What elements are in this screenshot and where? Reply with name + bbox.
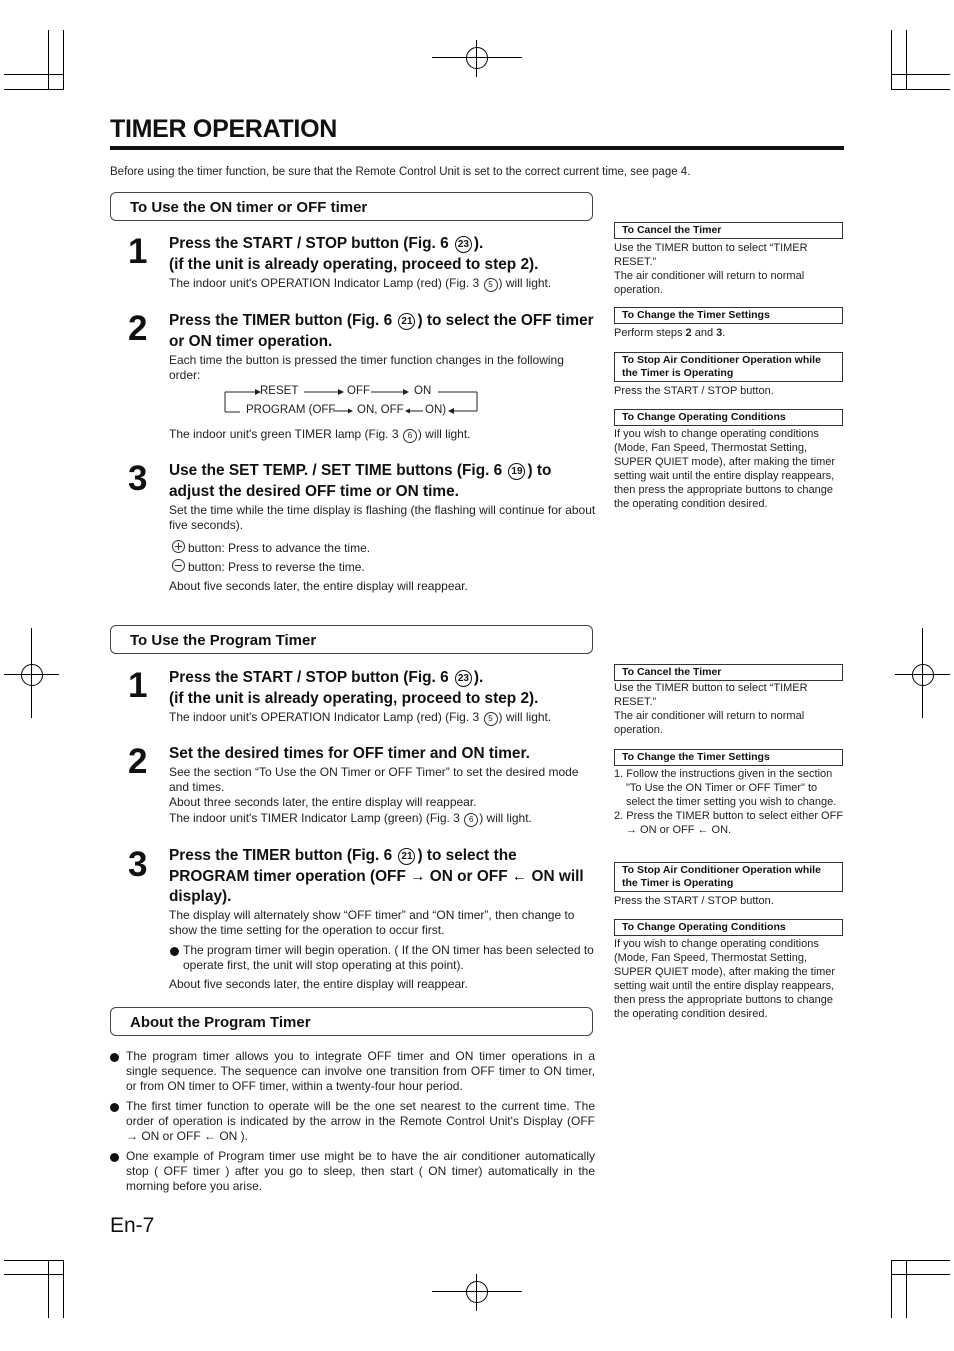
section-heading-about-program-timer: About the Program Timer [110,1007,593,1036]
section-heading-on-off-timer: To Use the ON timer or OFF timer [110,192,593,221]
bullet-icon [110,1153,119,1162]
sidebar-text: Press the START / STOP button. [614,895,774,907]
step-number: 3 [128,845,148,884]
arrow-right-icon: → [410,867,426,885]
sidebar-list [614,767,844,837]
step-body: The display will alternately show “OFF timer” and “ON timer”, then change to show the time setting for the operation to occur first. [169,908,575,938]
figure-ref-badge: 23 [455,236,472,253]
arrow-right-icon: → [626,824,637,836]
figure-ref-badge: 5 [484,278,498,292]
figure-ref-badge: 19 [508,463,525,480]
sidebar-heading-conditions: To Change Operating Conditions [614,919,843,936]
sidebar-heading-cancel: To Cancel the Timer [614,222,843,239]
page-title: TIMER OPERATION [110,114,844,150]
sidebar-text: Press the START / STOP button. [614,385,774,397]
sidebar-text: Use the TIMER button to select “TIMER RESET.” The air conditioner will return to normal operation. [614,682,808,736]
bullet-icon [110,1103,119,1112]
step-body: Set the time while the time display is flashing (the flashing will continue for about five seconds). [169,503,596,533]
bullet-icon [170,947,179,956]
flow-off-label: OFF [347,385,370,397]
sidebar-text: If you wish to change operating conditions (Mode, Fan Speed, Thermostat Setting, SUPER QUIET mode), after making the timer setting wait until the entire display reappears, then press the appropriate buttons to change the operating condition desired. [614,938,836,1020]
step-heading: Press the TIMER button (Fig. 6 21 ) to select the PROGRAM timer operation (OFF → ON or OFF ← ON will display). [169,847,584,905]
step-heading: Set the desired times for OFF timer and ON timer. [169,745,530,762]
figure-ref-badge: 23 [455,670,472,687]
step-number: 1 [128,666,148,705]
step-body: The indoor unit's OPERATION Indicator Lamp (red) (Fig. 3 5 ) will light. [169,710,552,724]
arrow-right-icon: → [126,1129,138,1144]
figure-ref-badge: 6 [464,813,478,827]
sidebar-heading-cancel: To Cancel the Timer [614,664,843,681]
sidebar-text: If you wish to change operating conditions (Mode, Fan Speed, Thermostat Setting, SUPER QUIET mode), after making the timer setting wait until the entire display reappears, then press the appropriate buttons to change the operating condition desired. [614,428,836,510]
about-list-item: The first timer function to operate will be the one set nearest to the current time. The order of operation is indicated by the arrow in the Remote Control Unit's Display (OFF → ON or OFF ← ON ). [126,1099,595,1144]
arrow-left-icon: ← [697,824,709,836]
intro-text: Before using the timer function, be sure that the Remote Control Unit is set to the correct current time, see page 4. [110,166,691,178]
plus-circle-icon [172,540,185,553]
sidebar-heading-change-settings: To Change the Timer Settings [614,307,843,324]
flow-program-label-b: ON, OFF [357,404,404,416]
step-heading: Use the SET TEMP. / SET TIME buttons (Fig. 6 19 ) to adjust the desired OFF time or ON time. [169,462,552,500]
step-heading: Press the TIMER button (Fig. 6 21 ) to select the OFF timer or ON timer operation. [169,312,594,350]
plus-button-line: button: Press to advance the time. [172,540,370,555]
sidebar-heading-conditions: To Change Operating Conditions [614,409,843,426]
flow-reset-label: RESET [260,385,299,397]
sidebar-text: Use the TIMER button to select “TIMER RESET.” The air conditioner will return to normal operation. [614,242,808,296]
step-heading: Press the START / STOP button (Fig. 6 23 ). (if the unit is already operating, proceed to step 2). [169,235,539,273]
arrow-left-icon: ← [511,867,528,885]
bullet-icon [110,1053,119,1062]
sidebar-list-item: 1. Follow the instructions given in the section "To Use the ON Timer or OFF Timer" to select the timer setting you wish to change. [614,768,837,808]
flow-on-label: ON [414,385,432,397]
minus-button-line: button: Press to reverse the time. [172,559,365,574]
figure-ref-badge: 6 [403,429,417,443]
step-number: 1 [128,232,148,271]
sidebar-text: Perform steps 2 and 3. [614,327,726,339]
about-list-item: The program timer allows you to integrate OFF timer and ON timer operations in a single sequence. The sequence can involve one transition from OFF timer to ON timer, or from ON timer to OFF timer, within a twenty-four hour period. [126,1049,595,1094]
flow-program-label-a: PROGRAM (OFF [246,404,336,416]
sidebar-list-item: 2. Press the TIMER button to select either OFF → ON or OFF ← ON. [614,810,844,836]
sidebar-heading-stop: To Stop Air Conditioner Operation while the Timer is Operating [614,352,843,382]
step-body: The indoor unit's green TIMER lamp (Fig. 3 6 ) will light. [169,427,471,441]
figure-ref-badge: 21 [398,848,415,865]
flow-program-label-c: ON) [425,404,447,416]
step-number: 2 [128,742,148,781]
step-bullet: The program timer will begin operation. ( If the ON timer has been selected to operate first, the unit will stop operating at this point). [183,943,594,973]
figure-ref-badge: 5 [484,712,498,726]
step-note: About five seconds later, the entire display will reappear. [169,977,468,991]
step-heading: Press the START / STOP button (Fig. 6 23 ). (if the unit is already operating, proceed to step 2). [169,669,539,707]
step-body: See the section “To Use the ON Timer or OFF Timer” to set the desired mode and times. About three seconds later, the entire display will reappear. The indoor unit's TIMER Indicator Lamp (green) (Fig. 3 6 ) will light. [169,765,579,825]
minus-circle-icon [172,559,185,572]
about-list-item: One example of Program timer use might be to have the air conditioner automatically stop ( OFF timer ) after you go to sleep, then start ( ON timer) automatically in the morning before you arise. [126,1149,595,1194]
section-heading-program-timer: To Use the Program Timer [110,625,593,654]
page-number: En-7 [110,1214,155,1237]
arrow-left-icon: ← [204,1129,216,1144]
figure-ref-badge: 21 [398,313,415,330]
step-note: About five seconds later, the entire display will reappear. [169,579,468,593]
step-body: The indoor unit's OPERATION Indicator Lamp (red) (Fig. 3 5 ) will light. [169,276,552,290]
step-number: 2 [128,309,148,348]
step-number: 3 [128,459,148,498]
sidebar-heading-change-settings: To Change the Timer Settings [614,749,843,766]
step-body: Each time the button is pressed the timer function changes in the following order: [169,353,564,383]
sidebar-heading-stop: To Stop Air Conditioner Operation while the Timer is Operating [614,862,843,892]
